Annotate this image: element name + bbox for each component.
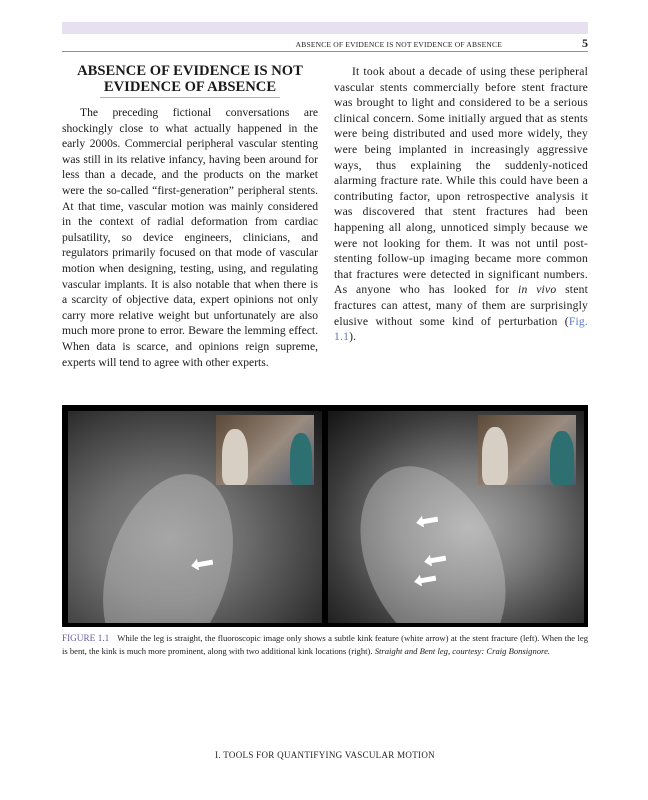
left-column <box>62 105 318 370</box>
procedure-photo-inset <box>216 415 314 485</box>
figure-caption-text: While the leg is straight, the fluoroscopic image only shows a subtle kink feature (white arrow) at the stent fracture (left). When the leg is bent, the kink is much more prominent, along with two additional kink locations (right). <box>62 633 588 656</box>
white-arrow-icon <box>414 574 436 584</box>
clinician-figure <box>290 433 312 485</box>
section-title-rule <box>100 97 280 98</box>
white-arrow-icon <box>424 554 446 564</box>
figure-reference-link[interactable]: Fig. 1.1 <box>334 314 588 344</box>
clinician-figure <box>550 431 574 485</box>
clinician-figure <box>482 427 508 485</box>
fluoroscopy-straight-leg <box>68 411 322 623</box>
clinician-figure <box>222 429 248 485</box>
left-paragraph: The preceding fictional conversations are shockingly close to what actually happened in the early 2000s. Commercial peripheral vascular stenting was still in its relative infancy, having been around for less than a decade, and the products on the market were the so-called “first-generation” peripheral stents. At that time, vascular motion was mainly considered in the context of radial deformation from cardiac pulsatility, so device engineers, clinicians, and regulators primarily focused on that mode of vascular motion when designing, testing, using, and regulating vascular implants. It is also notable that when there is a scarcity of objective data, expert opinions not only carry more relative weight but unfortunately are also much more prone to error. Beware the lemming effect. When data is scarce, and opinions reign supreme, experts will tend to agree with other experts. <box>62 106 318 369</box>
running-head: ABSENCE OF EVIDENCE IS NOT EVIDENCE OF ABSENCE <box>295 40 502 49</box>
in-vivo-italic: in vivo <box>518 283 557 297</box>
page-number: 5 <box>582 36 588 50</box>
figure-caption <box>62 632 588 657</box>
figure-credit: Straight and Bent leg, courtesy: Craig Bonsignore. <box>374 645 551 656</box>
white-arrow-icon <box>191 558 213 568</box>
header-band <box>62 22 588 34</box>
fluoroscopy-bent-leg <box>328 411 584 623</box>
white-arrow-icon <box>416 515 438 525</box>
right-paragraph-text-1: It took about a decade of using these peripheral vascular stents commercially before stent fracture was brought to light and considered to be a serious clinical concern. Some initially argued that as stents were being distributed and used more widely, they were being implanted in increasingly aggressive ways, thus explaining the suddenly-noticed alarming fracture rate. While this could have been a contributing factor, upon retrospective analysis it was discovered that stent fractures had been happening all along, unnoticed simply because we were not looking for them. It was not until post-stenting follow-up imaging became more common that fractures were detected in significant numbers. As anyone who has looked for <box>334 65 588 297</box>
footer-part-title: I. TOOLS FOR QUANTIFYING VASCULAR MOTION <box>215 750 435 760</box>
figure-label: FIGURE 1.1 <box>62 633 110 643</box>
right-paragraph-text-2: stent fractures can attest, many of them are surprisingly elusive without some kind of perturbation ( <box>334 283 588 328</box>
section-title: ABSENCE OF EVIDENCE IS NOT EVIDENCE OF ABSENCE <box>77 63 303 95</box>
right-paragraph-text-3: ). <box>349 330 357 344</box>
right-paragraph <box>334 64 588 345</box>
procedure-photo-inset <box>478 415 576 485</box>
header-rule <box>62 51 588 52</box>
right-column <box>334 64 588 345</box>
figure-1-1 <box>62 405 588 627</box>
